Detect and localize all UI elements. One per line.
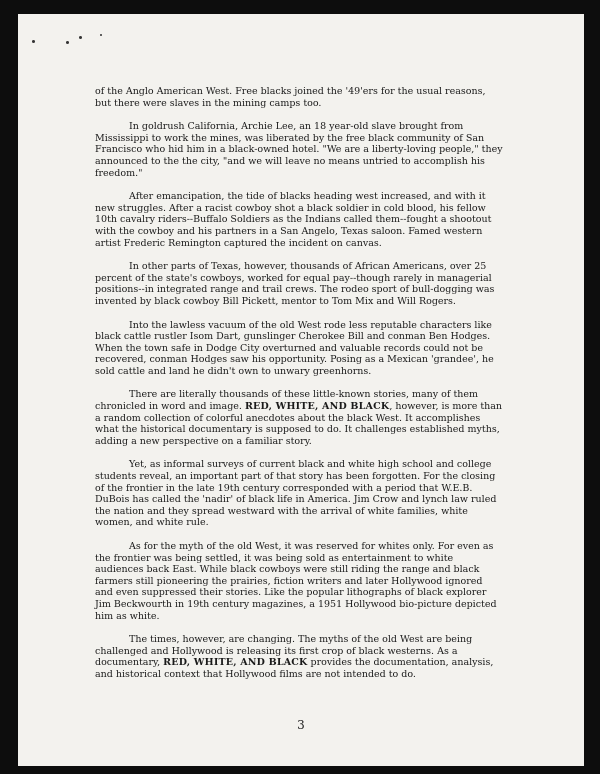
paragraph bbox=[95, 320, 503, 378]
paragraph-text: As for the myth of the old West, it was reserved for whites only. For even as the frontier was being settled, it was being sold as entertainment to white audiences back East. While black cowboys were still riding the range and black farmers still pioneering the prairies, fiction writers and later Hollywood ignored and even suppressed their stories. Like the popular lithographs of black explorer Jim Beckwourth in 19th century magazines, a 1951 Hollywood bio-picture depicted him as white. bbox=[95, 541, 497, 622]
paragraph bbox=[95, 459, 503, 529]
speck bbox=[66, 41, 69, 44]
scan-specks bbox=[32, 36, 92, 46]
paragraph bbox=[95, 541, 503, 622]
paragraph-text: In other parts of Texas, however, thousands of African Americans, over 25 percent of the state's cowboys, worked for equal pay--though rarely in managerial positions--in integrated range and trail crews. The rodeo sport of bull-dogging was invented by black cowboy Bill Pickett, mentor to Tom Mix and Will Rogers. bbox=[95, 261, 495, 307]
paragraph bbox=[95, 634, 503, 680]
paragraph-text: Yet, as informal surveys of current black and white high school and college students reveal, an important part of that story has been forgotten. For the closing of the frontier in the late 19th century corresponded with a period that W.E.B. DuBois has called the 'nadir' of black life in America. Jim Crow and lynch law ruled the nation and they spread westward with the arrival of white families, white women, and white rule. bbox=[95, 459, 497, 529]
speck bbox=[32, 40, 35, 43]
speck bbox=[79, 36, 82, 39]
paragraph-text: There are literally thousands of these little-known stories, many of them chronicled in word and image. bbox=[95, 389, 479, 413]
page-number: 3 bbox=[297, 718, 305, 732]
paragraph bbox=[95, 121, 503, 179]
film-title: RED, WHITE, AND BLACK bbox=[244, 401, 390, 413]
document-page bbox=[18, 14, 584, 766]
paragraph bbox=[95, 261, 503, 307]
speck bbox=[100, 34, 102, 36]
body-text bbox=[95, 86, 503, 693]
paragraph bbox=[95, 389, 503, 447]
paragraph-text: , however, is more than a random collection of colorful anecdotes about the black West. It accomplishes what the historical documentary is supposed to do. It challenges established myths, adding a new perspective on a familiar story. bbox=[95, 401, 503, 447]
paragraph bbox=[95, 191, 503, 249]
paragraph-text: of the Anglo American West. Free blacks joined the '49'ers for the usual reasons, but there were slaves in the mining camps too. bbox=[95, 86, 486, 109]
paragraph bbox=[95, 86, 503, 109]
paragraph-text: The times, however, are changing. The myths of the old West are being challenged and Hollywood is releasing its first crop of black westerns. As a documentary, bbox=[95, 634, 473, 669]
paragraph-text: Into the lawless vacuum of the old West rode less reputable characters like black cattle rustler Isom Dart, gunslinger Cherokee Bill and conman Ben Hodges. When the town safe in Dodge City overturned and valuable records could not be recovered, conman Hodges saw his opportunity. Posing as a Mexican 'grandee', he sold cattle and land he didn't own to unwary greenhorns. bbox=[95, 319, 494, 377]
paragraph-text: In goldrush California, Archie Lee, an 18 year-old slave brought from Mississippi to work the mines, was liberated by the free black community of San Francisco who hid him in a black-owned hotel. "We are a liberty-loving people," they announced to the the city, "and we will leave no means untried to accomplish his freedom." bbox=[95, 121, 503, 179]
paragraph-text: After emancipation, the tide of blacks heading west increased, and with it new struggles. After a racist cowboy shot a black soldier in cold blood, his fellow 10th cavalry riders--Buffalo Soldiers as the Indians called them--fought a shootout with the cowboy and his partners in a San Angelo, Texas saloon. Famed western artist Frederic Remington captured the incident on canvas. bbox=[95, 191, 492, 249]
film-title: RED, WHITE, AND BLACK bbox=[163, 657, 308, 669]
paragraph-text: provides the documentation, analysis, and historical context that Hollywood films are not intended to do. bbox=[95, 657, 494, 680]
